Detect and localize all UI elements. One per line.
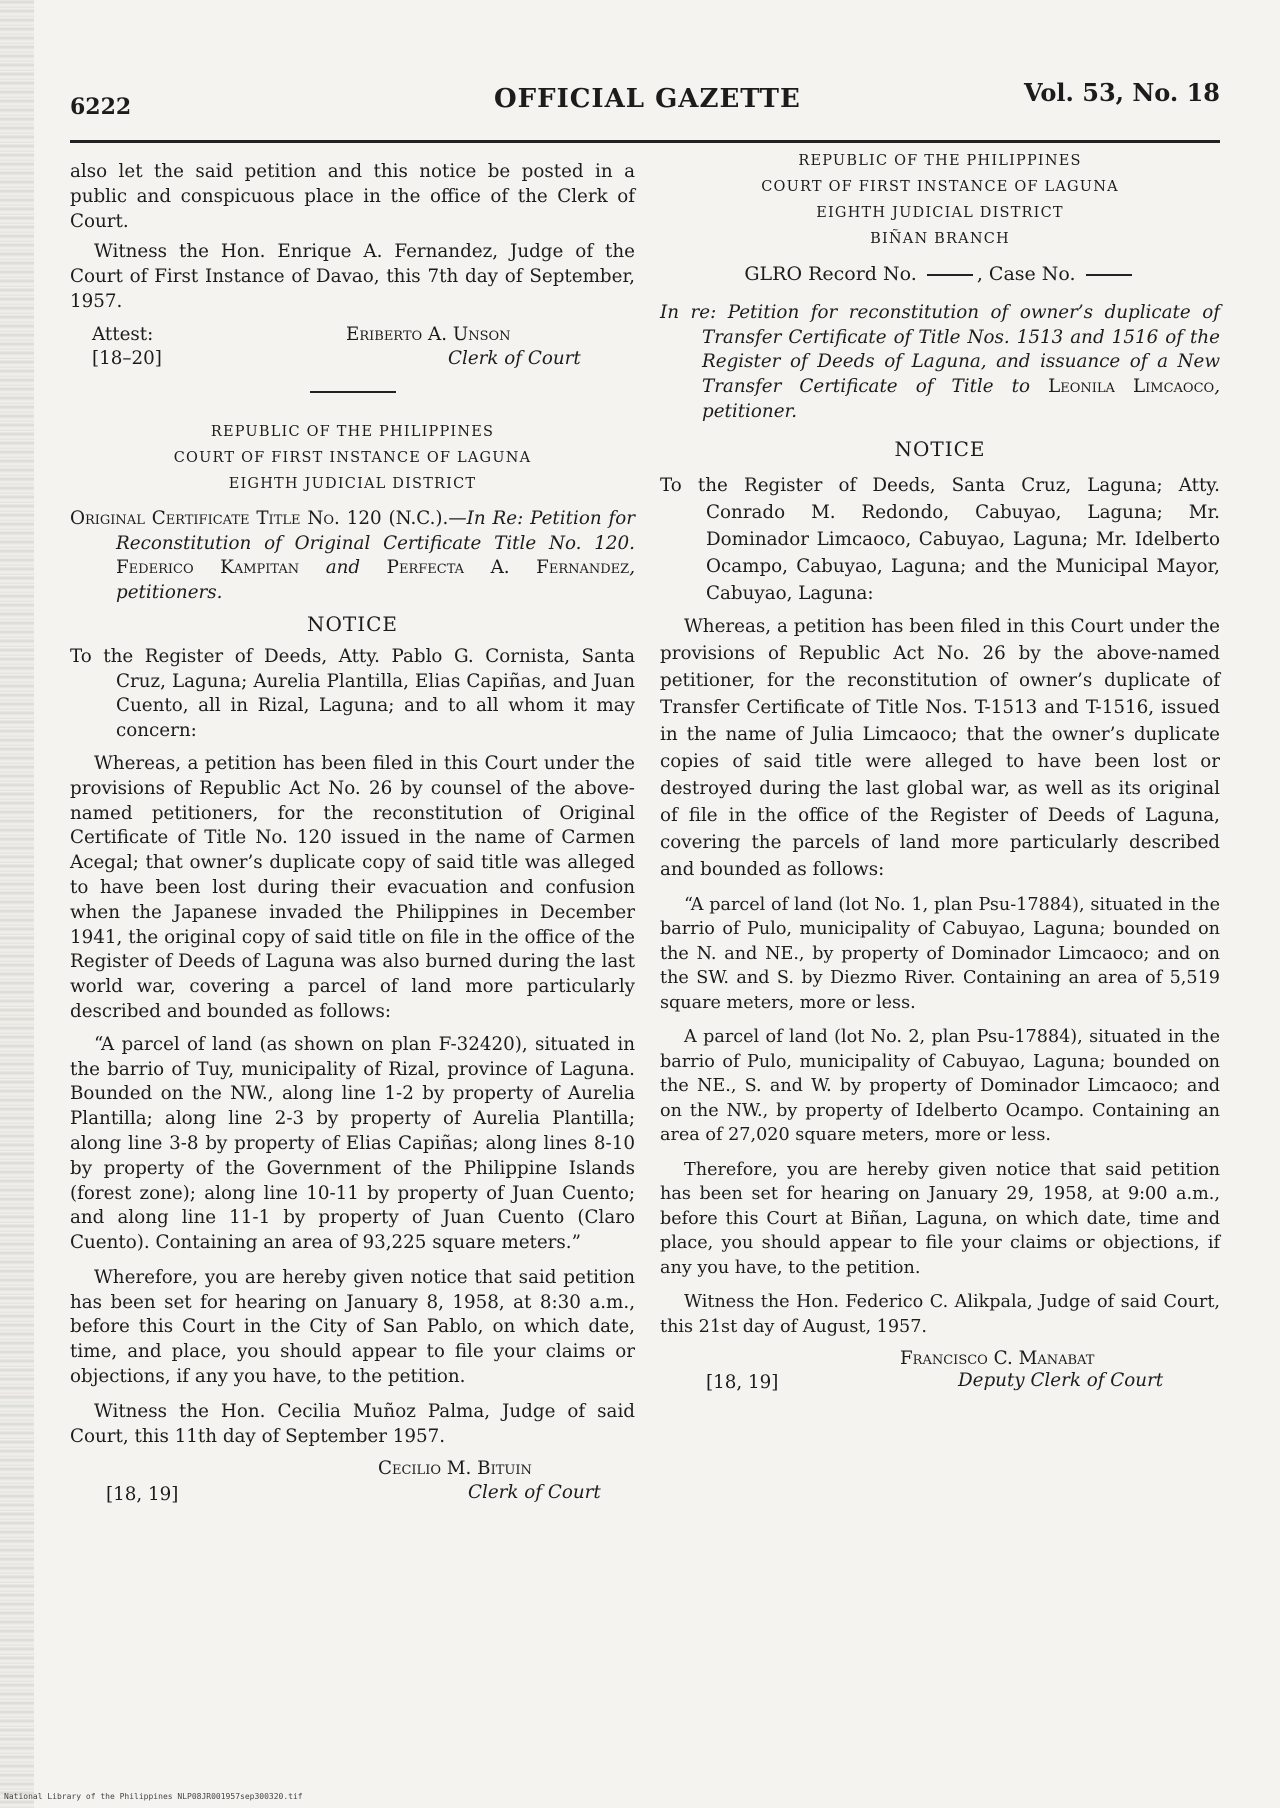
notice-heading-left: NOTICE xyxy=(306,611,399,636)
court-line-branch-r: BIÑAN BRANCH xyxy=(870,231,1010,247)
court-line-court: COURT OF FIRST INSTANCE OF LAGUNA xyxy=(173,449,532,466)
case-caption-left xyxy=(70,507,635,606)
attest-label: Attest: xyxy=(92,323,154,345)
case-subject: In Re: Petition for Reconstitution of Original Certificate Title No. 120. xyxy=(116,507,635,554)
section-divider xyxy=(310,391,396,393)
right-column xyxy=(660,148,1220,1409)
signature-title-left: Clerk of Court xyxy=(468,1482,601,1504)
case-title-label: Original Certificate Title No. xyxy=(70,507,340,529)
case-blank xyxy=(1086,274,1132,276)
glro-blank xyxy=(927,274,973,276)
whereas-paragraph-right: Whereas, a petition has been filed in this Court under the provisions of Republic Act No. 26 by the above-named petitioner, for the reconstitution of owner’s duplicate of Transfer Certificate of Title Nos. T-1513 and T-1516, issued in the name of Julia Limcaoco; that the owner’s duplicate copies of said title were alleged to have been lost or destroyed during the last global war, as well as its original of file in the office of the Register of Deeds of Laguna, covering the parcels of land more particularly described and bounded as follows: xyxy=(660,615,1220,880)
case-caption-right xyxy=(660,301,1220,425)
witness-paragraph: Witness the Hon. Enrique A. Fernandez, Judge of the Court of First Instance of Davao, this 7th day of September, 1957. xyxy=(70,241,635,312)
signature-name-right: Francisco C. Manabat xyxy=(900,1348,1095,1370)
land-description-lot2: A parcel of land (lot No. 2, plan Psu-17884), situated in the barrio of Pulo, municipality of Cabuyao, Laguna; bounded on the NE., S. and W. by property of Dominador Limcaoco; and on the NW., by property of Idelberto Ocampo. Containing an area of 27,020 square meters, more or less. xyxy=(660,1027,1220,1146)
therefore-paragraph: Therefore, you are hereby given notice that said petition has been set for hearing on January 29, 1958, at 9:00 a.m., before this Court at Biñan, Laguna, on which date, time and place, you should appear to file your claims or objections, if any you have, to the petition. xyxy=(660,1159,1220,1278)
signature-block-right xyxy=(660,1347,1220,1409)
court-header-right xyxy=(660,148,1220,252)
whereas-paragraph-left: Whereas, a petition has been filed in this Court under the provisions of Republic Act No. 26 by counsel of the above-named petitioners, for the reconstitution of Original Certificate of Title No. 120 issued in the name of Carmen Acegal; that owner’s duplicate copy of said title was alleged to have been lost during their evacuation and confusion when the Japanese invaded the Philippines in December 1941, the original copy of said title on file in the office of the Register of Deeds of Laguna was also burned during the last world war, covering a parcel of land more particularly described and bounded as follows: xyxy=(70,752,635,1022)
issue-reference-left: [18, 19] xyxy=(106,1484,179,1506)
witness-paragraph-right: Witness the Hon. Federico C. Alikpala, Judge of said Court, this 21st day of August, 1957. xyxy=(660,1292,1220,1337)
signature-name-left: Cecilio M. Bituin xyxy=(378,1458,532,1480)
witness-paragraph-2: Witness the Hon. Cecilia Muñoz Palma, Judge of said Court, this 11th day of September 1957. xyxy=(70,1400,635,1447)
petitioner-label-right: , petitioner. xyxy=(702,376,1220,422)
court-header-left xyxy=(70,419,635,497)
court-line-district-r: EIGHTH JUDICIAL DISTRICT xyxy=(816,205,1064,221)
land-description-lot1: “A parcel of land (lot No. 1, plan Psu-17884), situated in the barrio of Pulo, municipality of Cabuyao, Laguna; bounded on the N. and NE., by property of Dominador Limcaoco; and on the SW. and S. by Diezmo River. Containing an area of 5,519 square meters, more or less. xyxy=(660,894,1220,1013)
addressees-right: To the Register of Deeds, Santa Cruz, Laguna; Atty. Conrado M. Redondo, Cabuyao, Laguna; Mr. Dominador Limcaoco, Cabuyao, Laguna; Mr. Idelberto Ocampo, Cabuyao, Laguna; and the Municipal Mayor, Cabuyao, Laguna: xyxy=(660,474,1220,604)
glro-label: GLRO Record No. xyxy=(744,263,917,285)
record-line xyxy=(660,262,1220,287)
petitioner-1: Federico Kampitan xyxy=(116,557,300,579)
header-rule xyxy=(70,140,1220,143)
scan-source-footer: National Library of the Philippines NLP08JR001957sep300320.tif xyxy=(4,1792,303,1801)
petitioners-label: , petitioners. xyxy=(116,557,636,604)
attest-reference: [18–20] xyxy=(92,347,162,369)
case-label: , Case No. xyxy=(976,263,1076,285)
signature-title-right: Deputy Clerk of Court xyxy=(958,1370,1164,1392)
case-number: 120 (N.C.).— xyxy=(339,507,467,529)
page-number: 6222 xyxy=(70,94,132,120)
court-line-district: EIGHTH JUDICIAL DISTRICT xyxy=(228,475,477,492)
attest-clerk-title: Clerk of Court xyxy=(448,347,581,369)
petitioner-2: Perfecta A. Fernandez xyxy=(386,557,630,579)
wherefore-paragraph: Wherefore, you are hereby given notice that said petition has been set for hearing on January 8, 1958, at 8:30 a.m., before this Court in the City of San Pablo, on which date, time, and place, you should appear to file your claims or objections, if any you have, to the petition. xyxy=(70,1266,635,1388)
volume-number: Vol. 53, No. 18 xyxy=(1024,78,1220,107)
masthead xyxy=(70,70,1220,120)
publication-title: OFFICIAL GAZETTE xyxy=(494,84,801,114)
court-line-court-r: COURT OF FIRST INSTANCE OF LAGUNA xyxy=(761,179,1119,195)
signature-block-left xyxy=(70,1457,635,1519)
court-line-republic-r: REPUBLIC OF THE PHILIPPINES xyxy=(798,153,1082,169)
petitioner-right: Leonila Limcaoco xyxy=(1048,376,1215,398)
continued-paragraph: also let the said petition and this notice be posted in a public and conspicuous place in the office of the Clerk of Court. xyxy=(70,161,635,232)
scan-edge-noise xyxy=(0,0,34,1808)
inre-subject: In re: Petition for reconstitution of owner’s duplicate of Transfer Certificate of Title Nos. 1513 and 1516 of the Register of Deeds of Laguna, and issuance of a New Transfer Certificate of Title to xyxy=(660,301,1220,398)
attest-block xyxy=(70,323,635,377)
gazette-page xyxy=(70,70,1220,1506)
left-column xyxy=(70,160,635,1519)
court-line-republic: REPUBLIC OF THE PHILIPPINES xyxy=(210,423,495,440)
notice-heading-right: NOTICE xyxy=(894,436,986,461)
case-and: and xyxy=(325,557,361,579)
attest-clerk-name: Eriberto A. Unson xyxy=(346,323,511,345)
addressees-left: To the Register of Deeds, Atty. Pablo G. Cornista, Santa Cruz, Laguna; Aurelia Plantilla, Elias Capiñas, and Juan Cuento, all in Rizal, Laguna; and to all whom it may concern: xyxy=(70,645,635,742)
issue-reference-right: [18, 19] xyxy=(706,1372,779,1394)
land-description-left: “A parcel of land (as shown on plan F-32420), situated in the barrio of Tuy, municipality of Rizal, province of Laguna. Bounded on the NW., along line 1-2 by property of Aurelia Plantilla; along line 2-3 by property of Aurelia Plantilla; along line 3-8 by property of Elias Capiñas; along lines 8-10 by property of the Government of the Philippine Islands (forest zone); along line 10-11 by property of Juan Cuento; and along line 11-1 by property of Juan Cuento (Claro Cuento). Containing an area of 93,225 square meters.” xyxy=(70,1033,635,1254)
